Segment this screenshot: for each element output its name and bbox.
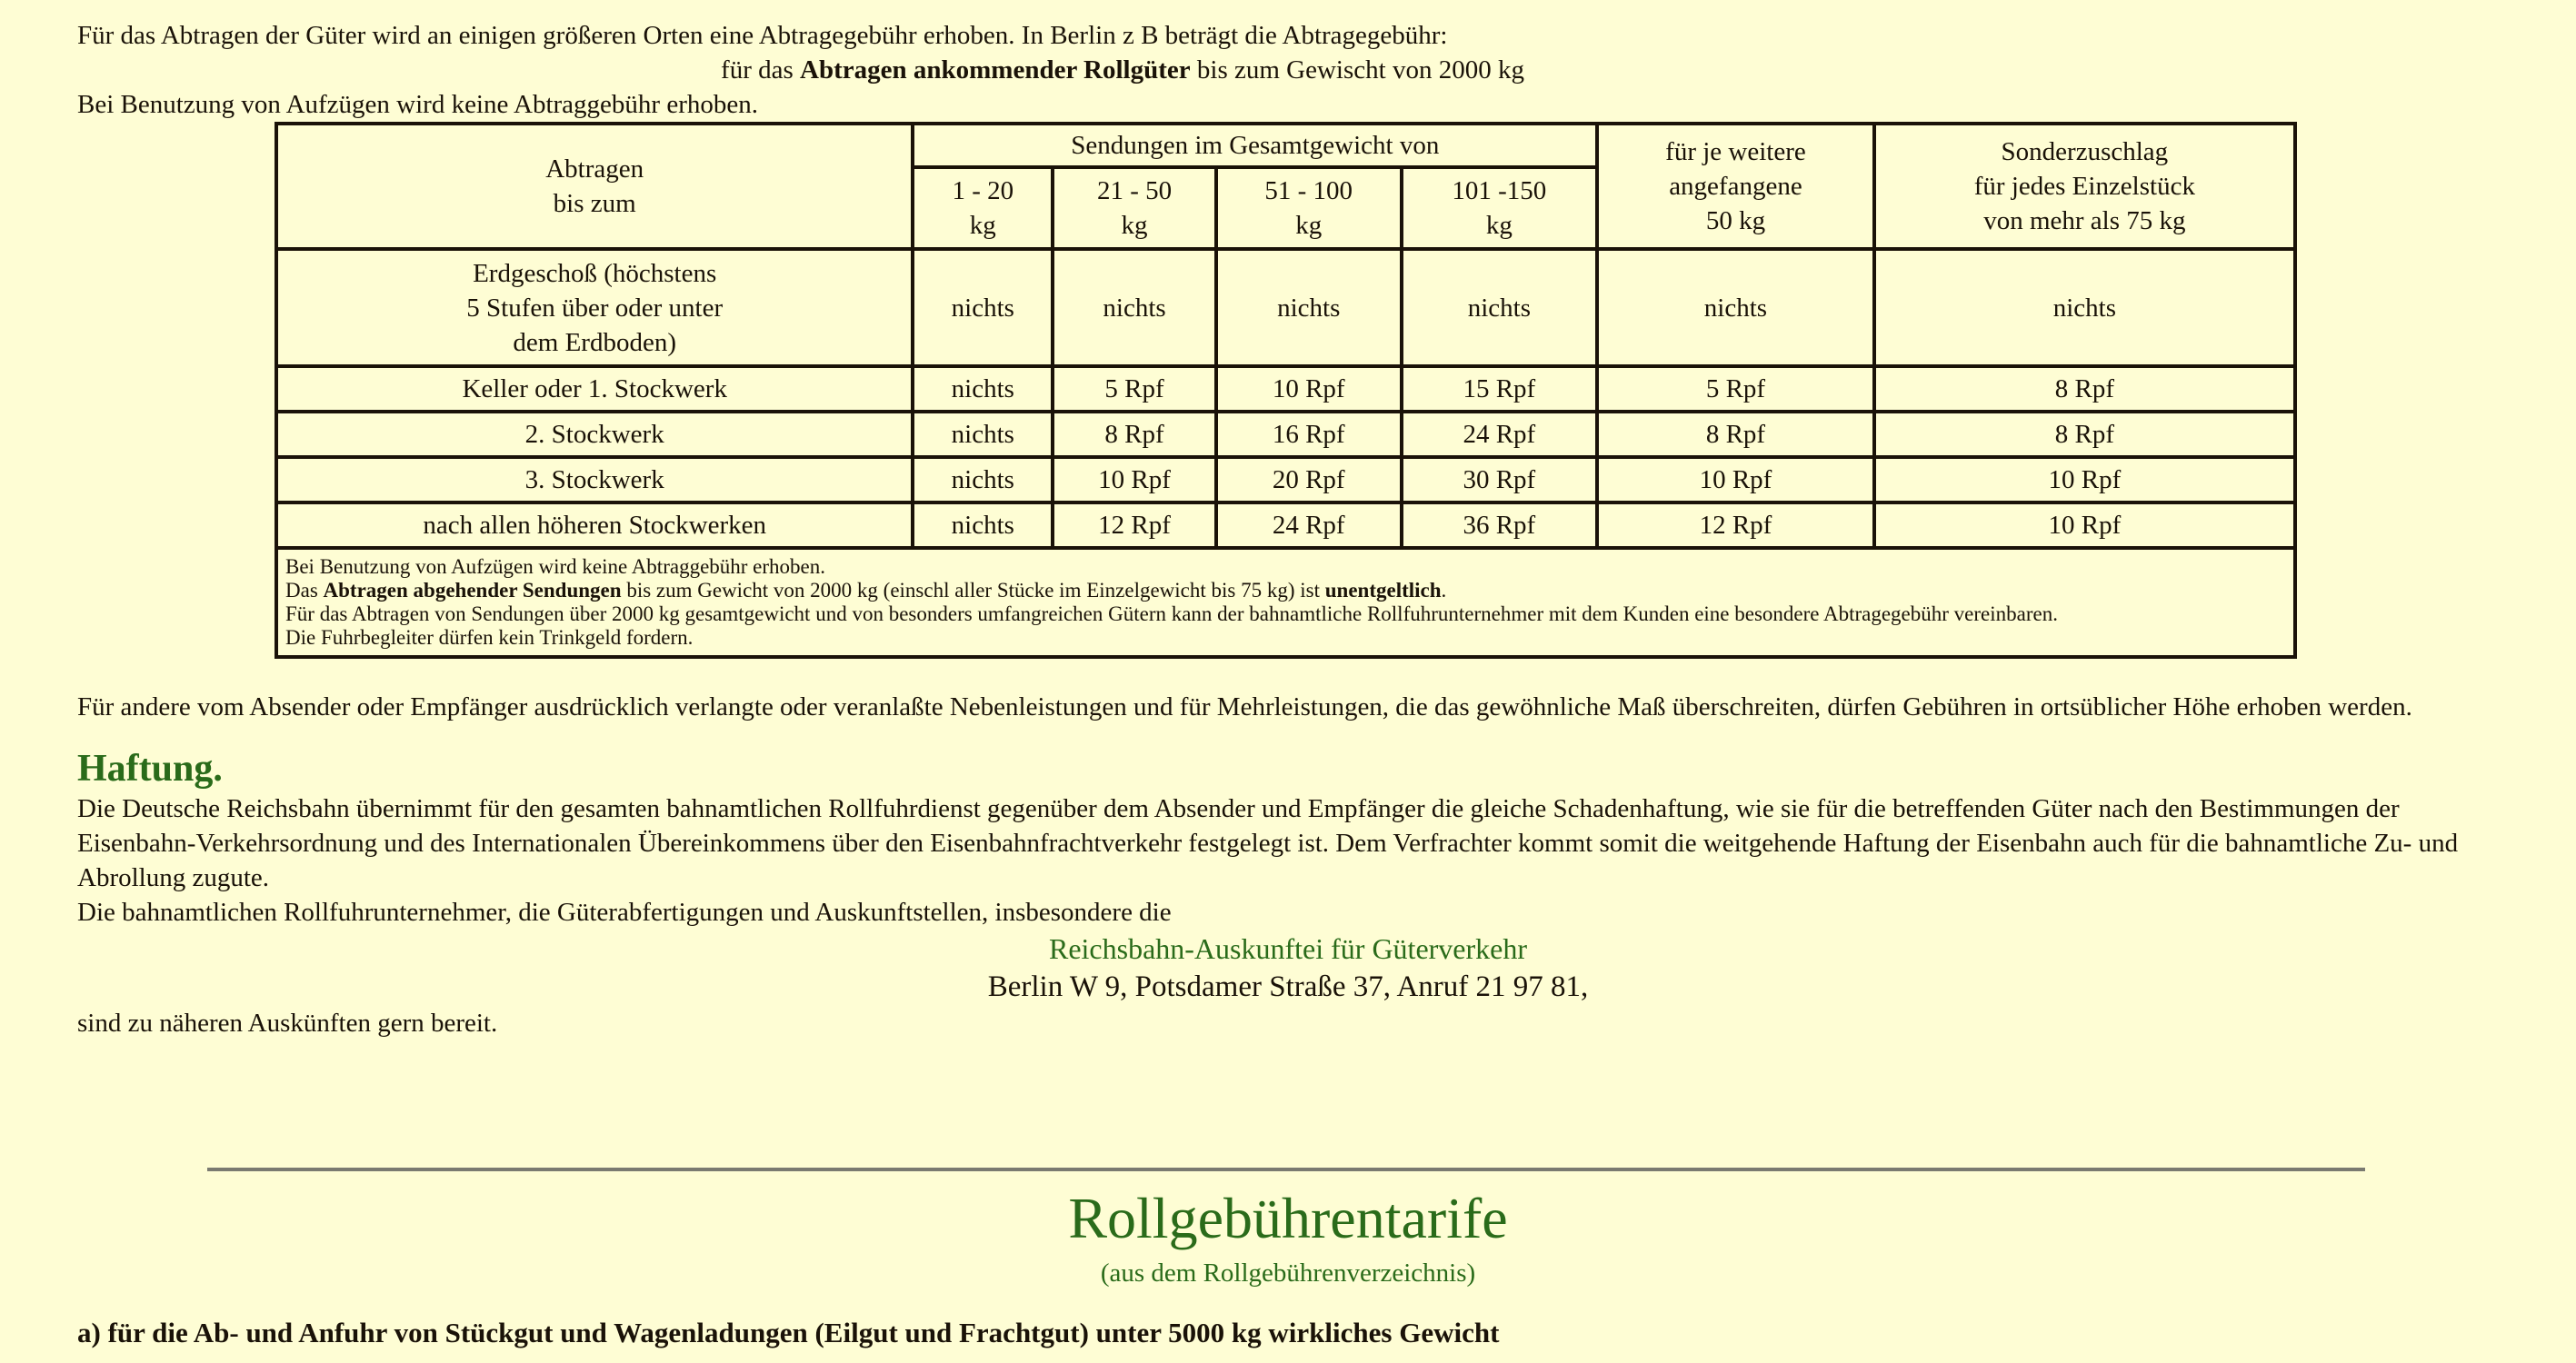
header-special-line-1: Sonderzuschlag: [2001, 137, 2169, 166]
table-cell: 8 Rpf: [1874, 412, 2295, 457]
table-cell: nichts: [913, 366, 1053, 412]
tariffs-section-a: a) für die Ab- und Anfuhr von Stückgut und Wagenladungen (Eilgut und Frachtgut) unter 5000 kg wirkliches Gewicht: [77, 1317, 1500, 1348]
row-label: 2. Stockwerk: [276, 412, 913, 457]
table-cell: nichts: [1597, 249, 1874, 366]
header-extra-line-1: für je weitere: [1665, 137, 1806, 166]
header-weight-2-range: 21 - 50: [1096, 176, 1173, 205]
table-cell: nichts: [1216, 249, 1402, 366]
table-cell: 16 Rpf: [1216, 412, 1402, 457]
table-cell: nichts: [1874, 249, 2295, 366]
table-cell: nichts: [913, 249, 1053, 366]
haftung-closing: sind zu näheren Auskünften gern bereit.: [77, 1009, 498, 1038]
header-weight-3: [1216, 167, 1402, 249]
note-2-middle: bis zum Gewicht von 2000 kg (einschl aller Stücke im Einzelgewicht bis 75 kg) ist: [621, 579, 1325, 602]
header-weight-3-unit: kg: [1295, 211, 1323, 240]
table-cell: 10 Rpf: [1053, 457, 1216, 502]
row-label-ground: [276, 249, 913, 366]
table-cell: nichts: [913, 457, 1053, 502]
note-2: [285, 579, 2286, 602]
intro-line-1: Für das Abtragen der Güter wird an einigen größeren Orten eine Abtragegebühr erhoben. In Berlin z B beträgt die Abtragegebühr:: [77, 21, 1448, 50]
note-2-suffix: .: [1441, 579, 1447, 602]
other-services-paragraph: Für andere vom Absender oder Empfänger ausdrücklich verlangte oder veranlaßte Nebenleistungen und für Mehrleistungen, die das gewöhnliche Maß überschreiten, dürfen Gebühren in ortsüblicher Höhe erhoben werden.: [77, 692, 2412, 721]
table-cell: 10 Rpf: [1597, 457, 1874, 502]
table-cell: 10 Rpf: [1874, 457, 2295, 502]
office-address: Berlin W 9, Potsdamer Straße 37, Anruf 21 97 81,: [987, 970, 1589, 1003]
tariffs-subtitle: (aus dem Rollgebührenverzeichnis): [1100, 1259, 1476, 1288]
table-cell: nichts: [913, 412, 1053, 457]
intro-line-3: Bei Benutzung von Aufzügen wird keine Abtraggebühr erhoben.: [77, 90, 758, 119]
haftung-paragraph: Die Deutsche Reichsbahn übernimmt für den gesamten bahnamtlichen Rollfuhrdienst gegenüber dem Absender und Empfänger die gleiche Schadenhaftung, wie sie für die betreffenden Güter nach den Bestimmungen der Eisenbahn-Verkehrsordnung und des Internationalen Übereinkommens über den Eisenbahnfrachtverkehr festgelegt ist. Dem Verfrachter kommt somit die weitgehende Haftung der Eisenbahn auch für die bahnamtliche Zu- und Abrollung zugute.: [77, 794, 2459, 892]
table-cell: 8 Rpf: [1597, 412, 1874, 457]
table-cell: 36 Rpf: [1402, 502, 1598, 548]
header-abtragen: [276, 124, 913, 249]
header-weight-1: [913, 167, 1053, 249]
ground-label-line-3: dem Erdboden): [513, 327, 676, 357]
header-weight-3-range: 51 - 100: [1264, 176, 1353, 205]
table-cell: 10 Rpf: [1216, 366, 1402, 412]
table-cell: 24 Rpf: [1216, 502, 1402, 548]
row-label: nach allen höheren Stockwerken: [276, 502, 913, 548]
header-extra-line-2: angefangene: [1669, 172, 1802, 201]
table-row: [276, 502, 2295, 548]
intro-line-2-bold: Abtragen ankommender Rollgüter: [800, 55, 1191, 85]
table-row: [276, 366, 2295, 412]
table-notes: [276, 548, 2295, 657]
note-2-bold-2: unentgeltlich: [1324, 579, 1442, 602]
haftung-line-2: Die bahnamtlichen Rollfuhrunternehmer, die Güterabfertigungen und Auskunftstellen, insbesondere die: [77, 898, 1172, 927]
intro-line-2-suffix: bis zum Gewischt von 2000 kg: [1190, 55, 1524, 85]
tariffs-title: Rollgebührentarife: [1068, 1186, 1508, 1250]
table-cell: 12 Rpf: [1597, 502, 1874, 548]
header-weight-group: Sendungen im Gesamtgewicht von: [913, 124, 1597, 167]
header-special-line-3: von mehr als 75 kg: [1983, 206, 2186, 235]
note-3: Für das Abtragen von Sendungen über 2000 kg gesamtgewicht und von besonders umfangreichen Gütern kann der bahnamtliche Rollfuhrunternehmer mit dem Kunden eine besondere Abtragegebühr vereinbaren.: [285, 602, 2058, 625]
horizontal-divider: [207, 1168, 2365, 1171]
table-cell: 5 Rpf: [1053, 366, 1216, 412]
header-extra-line-3: 50 kg: [1705, 206, 1766, 235]
row-label: 3. Stockwerk: [276, 457, 913, 502]
header-weight-1-range: 1 - 20: [952, 176, 1014, 205]
office-name: Reichsbahn-Auskunftei für Güterverkehr: [1048, 932, 1528, 965]
intro-line-2-prefix: für das: [721, 55, 801, 85]
header-weight-4: [1402, 167, 1598, 249]
note-2-bold: Abtragen abgehender Sendungen: [323, 579, 622, 602]
table-cell: 15 Rpf: [1402, 366, 1598, 412]
header-abtragen-line-1: Abtragen: [545, 154, 644, 184]
header-weight-2: [1053, 167, 1216, 249]
haftung-heading: Haftung.: [77, 748, 223, 790]
table-cell: 8 Rpf: [1053, 412, 1216, 457]
table-row: [276, 249, 2295, 366]
table-row: [276, 412, 2295, 457]
header-weight-2-unit: kg: [1121, 211, 1148, 240]
table-cell: 12 Rpf: [1053, 502, 1216, 548]
header-abtragen-line-2: bis zum: [553, 189, 636, 218]
table-cell: nichts: [1402, 249, 1598, 366]
note-4: Die Fuhrbegleiter dürfen kein Trinkgeld fordern.: [285, 626, 694, 649]
table-cell: 10 Rpf: [1874, 502, 2295, 548]
header-weight-4-range: 101 -150: [1452, 176, 1547, 205]
intro-line-2: [77, 53, 2168, 87]
header-special: [1874, 124, 2295, 249]
row-label: Keller oder 1. Stockwerk: [276, 366, 913, 412]
table-cell: nichts: [1053, 249, 1216, 366]
table-cell: 24 Rpf: [1402, 412, 1598, 457]
table-notes-row: [276, 548, 2295, 657]
header-weight-4-unit: kg: [1485, 211, 1513, 240]
fee-table: [275, 122, 2297, 659]
header-weight-1-unit: kg: [969, 211, 996, 240]
ground-label-line-2: 5 Stufen über oder unter: [466, 293, 724, 323]
table-cell: 5 Rpf: [1597, 366, 1874, 412]
table-row: [276, 457, 2295, 502]
note-2-prefix: Das: [285, 579, 324, 602]
table-cell: 8 Rpf: [1874, 366, 2295, 412]
table-cell: 30 Rpf: [1402, 457, 1598, 502]
ground-label-line-1: Erdgeschoß (höchstens: [473, 258, 717, 288]
table-cell: 20 Rpf: [1216, 457, 1402, 502]
page-content: [77, 18, 2504, 1040]
header-special-line-2: für jedes Einzelstück: [1973, 172, 2195, 201]
table-cell: nichts: [913, 502, 1053, 548]
note-1: Bei Benutzung von Aufzügen wird keine Abtraggebühr erhoben.: [285, 555, 826, 578]
header-extra: [1597, 124, 1874, 249]
